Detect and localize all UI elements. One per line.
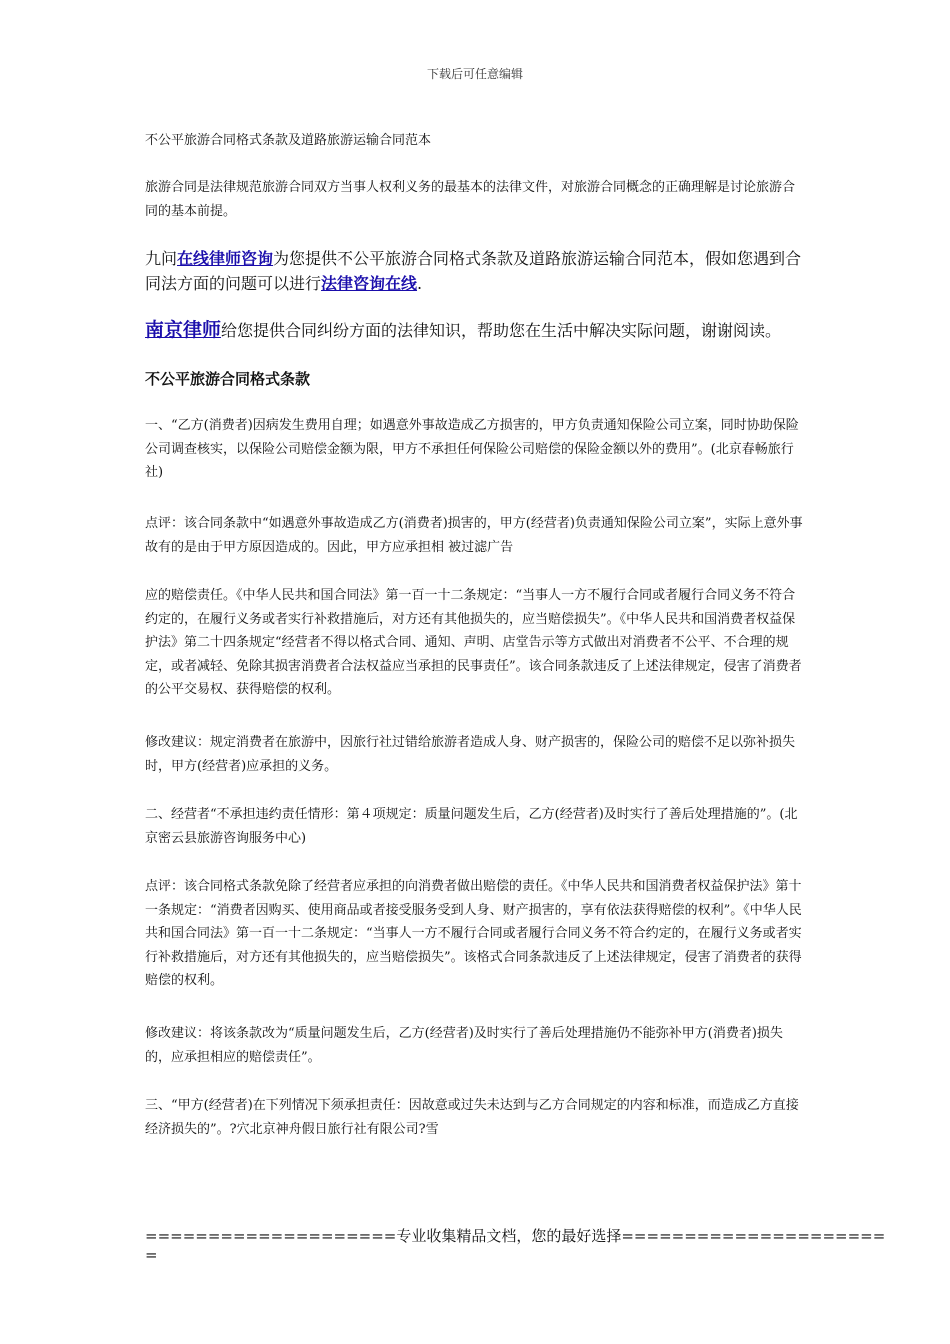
promo1-middle: 为您提供不公平旅游合同格式条款及道路旅游运输合同范本，假如您遇到合同法方面的问题可以进行 [145,249,802,293]
header-note: 下载后可任意编辑 [426,67,523,81]
paragraph: 修改建议：规定消费者在旅游中，因旅行社过错给旅游者造成人身、财产损害的，保险公司的赔偿不足以弥补损失时，甲方(经营者)应承担的义务。 [145,735,796,774]
paragraph: 一、“乙方(消费者)因病发生费用自理；如遇意外事故造成乙方损害的，甲方负责通知保险公司立案，同时协助保险公司调查核实，以保险公司赔偿金额为限，甲方不承担任何保险公司赔偿的保险金额以外的费用”。(北京春畅旅行社) [145,418,799,480]
paragraph: 二、经营者“不承担违约责任情形：第４项规定：质量问题发生后，乙方(经营者)及时实行了善后处理措施的”。(北京密云县旅游咨询服务中心) [145,807,798,846]
paragraph: 修改建议：将该条款改为“质量问题发生后，乙方(经营者)及时实行了善后处理措施仍不能弥补甲方(消费者)损失的，应承担相应的赔偿责任”。 [145,1026,783,1065]
paragraph: 三、“甲方(经营者)在下列情况下须承担责任：因故意或过失未达到与乙方合同规定的内容和标准，而造成乙方直接经济损失的”。?穴北京神舟假日旅行社有限公司?雪 [145,1098,799,1137]
legal-consult-link[interactable]: 法律咨询在线 [321,274,418,293]
promo-paragraph-2 [145,318,807,343]
nanjing-lawyer-link[interactable]: 南京律师 [145,319,222,341]
online-lawyer-link[interactable]: 在线律师咨询 [177,249,274,268]
footer-banner-tail: = [145,1246,158,1264]
paragraph: 点评：该合同格式条款免除了经营者应承担的向消费者做出赔偿的责任。《中华人民共和国消费者权益保护法》第十一条规定：“消费者因购买、使用商品或者接受服务受到人身、财产损害的，享有依法获得赔偿的权利”。《中华人民共和国合同法》第一百一十二条规定：“当事人一方不履行合同或者履行合同义务不符合约定的，在履行义务或者实行补救措施后，对方还有其他损失的，应当赔偿损失”。该格式合同条款违反了上述法律规定，侵害了消费者的获得赔偿的权利。 [145,879,802,988]
footer-banner: ====================专业收集精品文档，您的最好选择===================== [145,1227,886,1245]
section-heading: 不公平旅游合同格式条款 [145,370,311,388]
document-title: 不公平旅游合同格式条款及道路旅游运输合同范本 [145,133,432,148]
promo1-prefix: 九问 [145,249,178,268]
intro-paragraph: 旅游合同是法律规范旅游合同双方当事人权利义务的最基本的法律文件，对旅游合同概念的正确理解是讨论旅游合同的基本前提。 [145,180,796,219]
paragraph: 点评：该合同条款中“如遇意外事故造成乙方(消费者)损害的，甲方(经营者)负责通知保险公司立案”，实际上意外事故有的是由于甲方原因造成的。因此，甲方应承担相 被过滤广告 [145,516,803,555]
paragraph: 应的赔偿责任。《中华人民共和国合同法》第一百一十二条规定：“当事人一方不履行合同或者履行合同义务不符合约定的，在履行义务或者实行补救措施后，对方还有其他损失的，应当赔偿损失”。《中华人民共和国消费者权益保护法》第二十四条规定“经营者不得以格式合同、通知、声明、店堂告示等方式做出对消费者不公平、不合理的规定，或者减轻、免除其损害消费者合法权益应当承担的民事责任”。该合同条款违反了上述法律规定，侵害了消费者的公平交易权、获得赔偿的权利。 [145,588,802,697]
promo1-suffix: . [417,274,423,293]
promo2-text: 给您提供合同纠纷方面的法律知识，帮助您在生活中解决实际问题，谢谢阅读。 [221,321,782,340]
promo-paragraph-1 [145,246,807,296]
